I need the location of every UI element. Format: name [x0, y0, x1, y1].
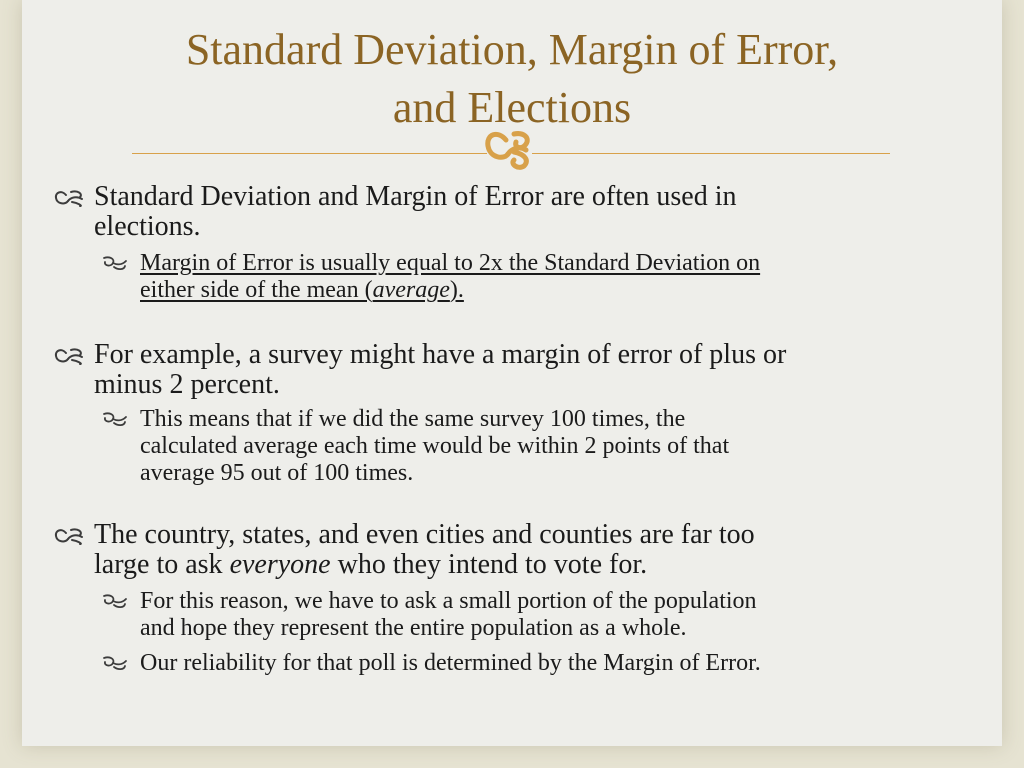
scroll-ornament-icon: [484, 128, 534, 170]
slide: [22, 0, 1002, 746]
title-divider-right: [532, 153, 890, 154]
bullet-1-line-2: elections.: [94, 211, 201, 242]
bullet-3-sub-2-line-1: Our reliability for that poll is determined by the Margin of Error.: [140, 650, 761, 676]
small-scroll-bullet-icon: [100, 593, 128, 609]
scroll-bullet-icon: [54, 189, 86, 207]
bullet-2-sub-1-line-3: average 95 out of 100 times.: [140, 460, 414, 486]
text-segment: large to ask: [94, 549, 230, 580]
emphasis-average: average: [372, 277, 450, 303]
small-scroll-bullet-icon: [100, 255, 128, 271]
scroll-bullet-icon: [54, 347, 86, 365]
text-segment: who they intend to vote for.: [330, 549, 648, 580]
bullet-1-line-1: Standard Deviation and Margin of Error are often used in: [94, 181, 737, 212]
small-scroll-bullet-icon: [100, 411, 128, 427]
slide-title-line-2: and Elections: [392, 83, 632, 132]
bullet-2-sub-1-line-2: calculated average each time would be within 2 points of that: [140, 433, 730, 459]
bullet-2-sub-1-line-1: This means that if we did the same survey 100 times, the: [140, 406, 686, 432]
bullet-3-line-1: The country, states, and even cities and counties are far too: [94, 519, 755, 550]
emphasis-everyone: everyone: [229, 549, 331, 580]
small-scroll-bullet-icon: [100, 655, 128, 671]
bullet-2-line-2: minus 2 percent.: [94, 369, 280, 400]
title-divider-left: [132, 153, 487, 154]
scroll-bullet-icon: [54, 527, 86, 545]
slide-title-line-1: Standard Deviation, Margin of Error,: [185, 25, 839, 74]
bullet-1-sub-1-line-2: [140, 277, 960, 304]
bullet-3-sub-1-line-1: For this reason, we have to ask a small portion of the population: [140, 588, 757, 614]
text-segment: either side of the mean (: [140, 277, 373, 303]
bullet-3-line-2: [94, 550, 954, 580]
bullet-1-sub-1-line-1: Margin of Error is usually equal to 2x the Standard Deviation on: [140, 250, 761, 276]
text-segment: ).: [449, 277, 464, 303]
bullet-2-line-1: For example, a survey might have a margin of error of plus or: [94, 339, 787, 370]
bullet-3-sub-1-line-2: and hope they represent the entire population as a whole.: [140, 615, 687, 641]
